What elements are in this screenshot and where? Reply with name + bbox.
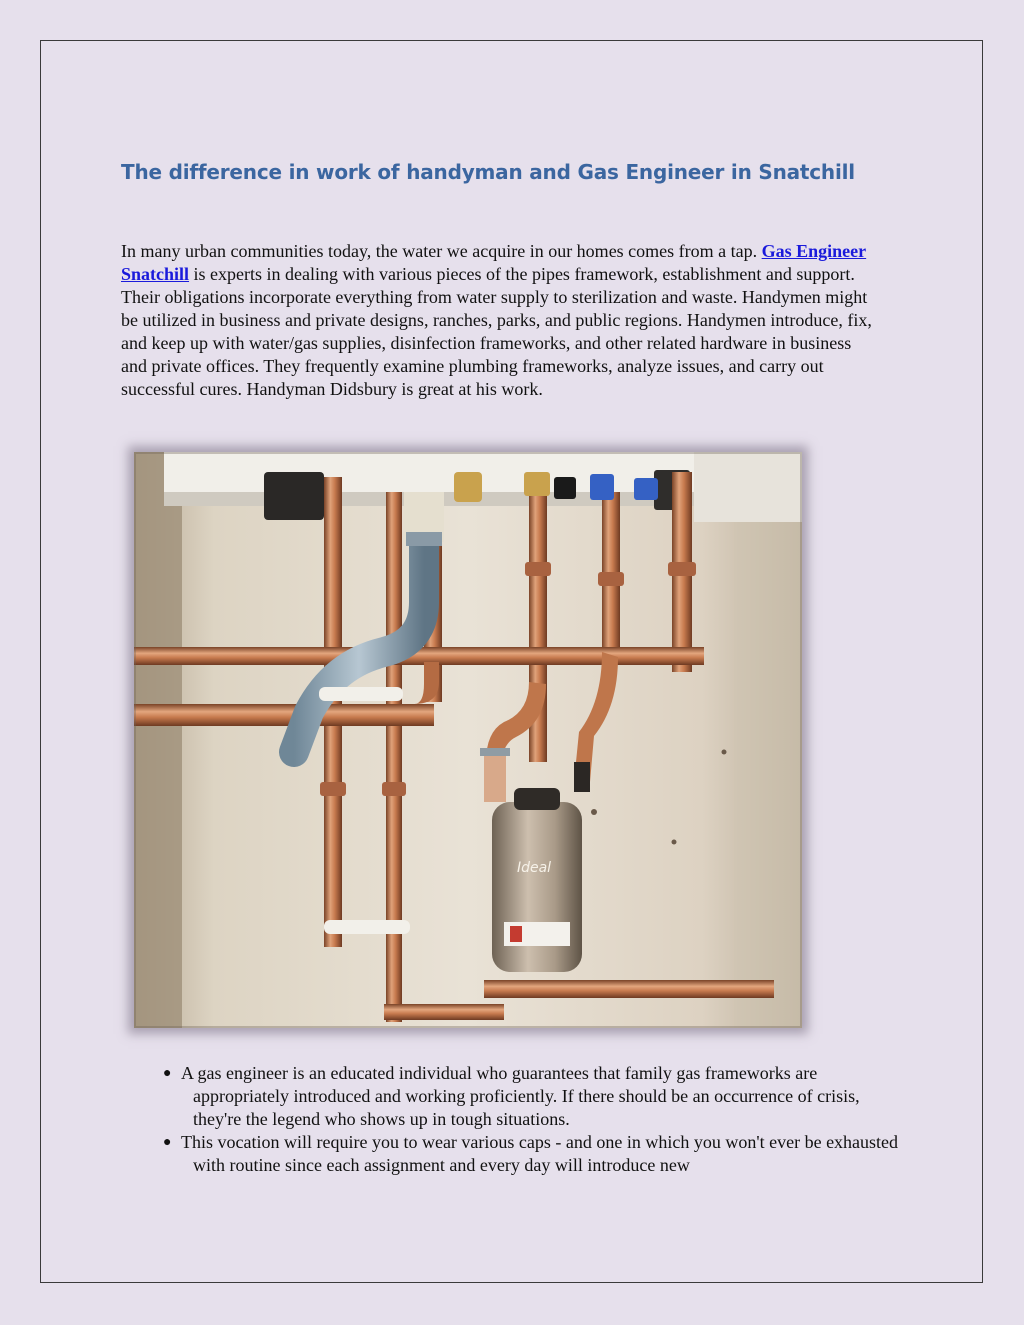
gas-engineer-link[interactable]: Gas Engineer Snatchill	[121, 241, 867, 284]
pipework-photo	[134, 452, 802, 1028]
bullet-list	[160, 1062, 910, 1177]
copper-pipe	[386, 492, 402, 1022]
intro-text-before-link: In many urban communities today, the water we acquire in our homes comes from a tap.	[121, 241, 762, 261]
intro-text-after-link: is experts in dealing with various pieces of the pipes framework, establishment and support. Their obligations incorporate everything from water supply to sterilization and waste. Handymen might be utilized in business and private designs, ranches, parks, and public regions. Handymen introduce, fix, and keep up with water/gas supplies, disinfection frameworks, and other related hardware in business and private offices. They frequently examine plumbing frameworks, analyze issues, and carry out successful cures. Handyman Didsbury is great at his work.	[121, 264, 872, 399]
copper-pipe	[384, 1004, 504, 1020]
filter-brand-label: Ideal	[516, 860, 552, 876]
magnetic-filter	[492, 802, 582, 972]
wall-background	[134, 452, 802, 1028]
list-item: ● A gas engineer is an educated individual who guarantees that family gas frameworks are appropriately introduced and working proficiently. If there should be an occurrence of crisis, they're the legend who shows up in tough situations.	[163, 1063, 860, 1129]
copper-pipe	[134, 704, 434, 726]
list-item: ● This vocation will require you to wear various caps - and one in which you won't ever be exhausted with routine since each assignment and every day will introduce new	[163, 1132, 899, 1175]
intro-paragraph	[121, 240, 881, 401]
bullet-icon: ●	[163, 1135, 172, 1150]
document-title: The difference in work of handyman and Gas Engineer in Snatchill	[121, 160, 855, 184]
bullet-icon: ●	[163, 1066, 172, 1081]
copper-pipe	[484, 980, 774, 998]
